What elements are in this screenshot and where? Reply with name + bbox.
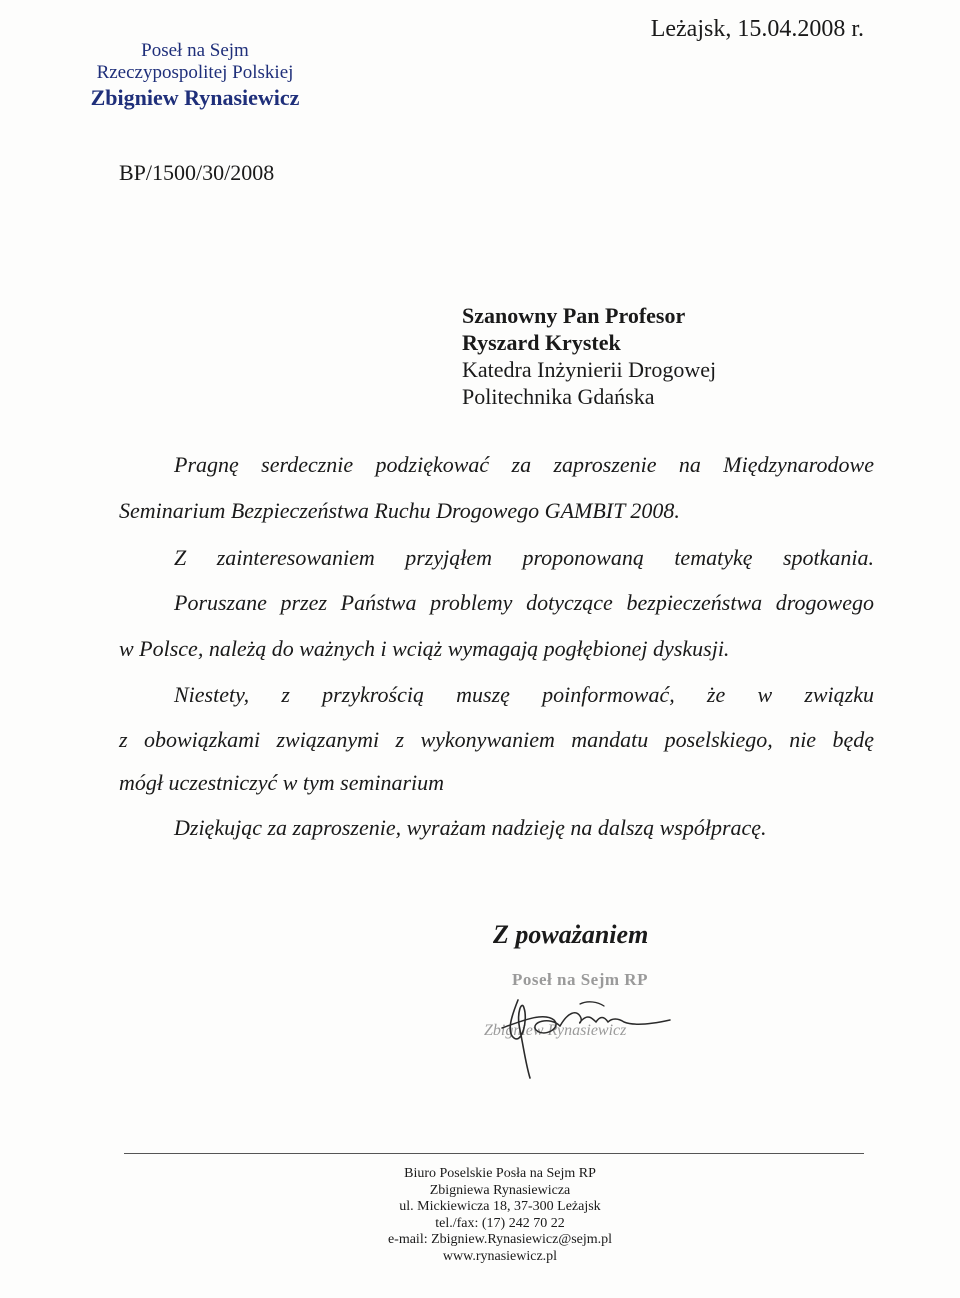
body-paragraph-3-line-1: Poruszane przez Państwa problemy dotyczące bezpieczeństwa drogowego <box>174 590 874 615</box>
recipient-salutation: Szanowny Pan Profesor <box>462 303 686 328</box>
recipient-name: Ryszard Krystek <box>462 330 621 355</box>
handwritten-signature <box>484 960 684 1090</box>
reference-number: BP/1500/30/2008 <box>119 160 275 185</box>
letter-date: Leżajsk, 15.04.2008 r. <box>650 16 864 42</box>
footer-contact <box>310 1166 690 1265</box>
recipient-block <box>462 302 716 410</box>
body-paragraph-4-line-3: mógł uczestniczyć w tym seminarium <box>119 770 445 795</box>
recipient-institution: Politechnika Gdańska <box>462 384 655 409</box>
body-paragraph-1-line-2: Seminarium Bezpieczeństwa Ruchu Drogowego GAMBIT 2008. <box>119 498 680 523</box>
sender-title: Poseł na Sejm <box>141 40 249 61</box>
sender-name: Zbigniew Rynasiewicz <box>90 85 300 110</box>
body-paragraph-2: Z zainteresowaniem przyjąłem proponowaną tematykę spotkania. <box>174 545 874 570</box>
footer-name: Zbigniewa Rynasiewicza <box>429 1182 571 1198</box>
footer-website: www.rynasiewicz.pl <box>442 1248 558 1264</box>
stamp-title: Poseł na Sejm RP <box>512 970 648 989</box>
footer-phone: tel./fax: (17) 242 70 22 <box>435 1215 565 1231</box>
sender-country: Rzeczypospolitej Polskiej <box>96 62 294 83</box>
recipient-department: Katedra Inżynierii Drogowej <box>462 357 717 382</box>
stamp-name: Zbigniew Rynasiewicz <box>484 1022 627 1039</box>
footer-divider <box>124 1153 864 1154</box>
letterhead-sender <box>60 40 330 111</box>
signature-stamp <box>484 960 684 1090</box>
footer-office: Biuro Poselskie Posła na Sejm RP <box>404 1166 596 1181</box>
body-paragraph-4-line-2: z obowiązkami związanymi z wykonywaniem mandatu poselskiego, nie będę <box>119 727 874 752</box>
footer-email: e-mail: Zbigniew.Rynasiewicz@sejm.pl <box>387 1232 613 1247</box>
body-paragraph-4-line-1: Niestety, z przykrością muszę poinformować, że w związku <box>174 682 874 707</box>
footer-address: ul. Mickiewicza 18, 37-300 Leżajsk <box>399 1199 601 1214</box>
body-paragraph-5: Dziękując za zaproszenie, wyrażam nadzieję na dalszą współpracę. <box>174 815 767 840</box>
closing-phrase: Z poważaniem <box>493 920 649 949</box>
body-paragraph-3-line-2: w Polsce, należą do ważnych i wciąż wymagają pogłębionej dyskusji. <box>119 636 730 661</box>
body-paragraph-1-line-1: Pragnę serdecznie podziękować za zaproszenie na Międzynarodowe <box>174 452 874 477</box>
